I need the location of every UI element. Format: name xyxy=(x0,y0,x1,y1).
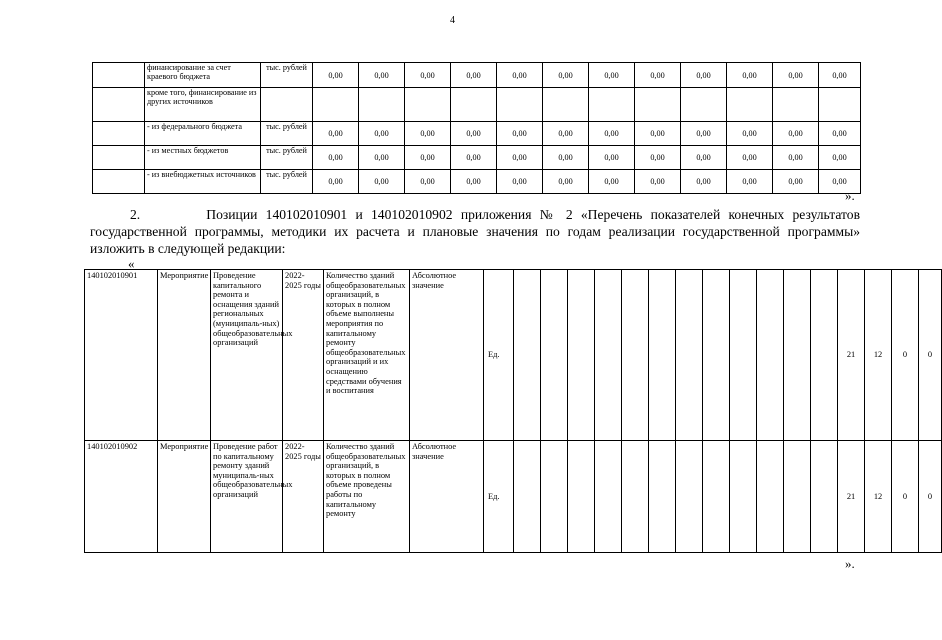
table-row xyxy=(93,88,861,122)
value-cell: 12 xyxy=(865,441,892,553)
value-cell xyxy=(514,441,541,553)
closing-quote: ». xyxy=(845,188,855,203)
value-cell: 0,00 xyxy=(313,146,359,170)
value-cell: 0 xyxy=(919,441,942,553)
value-cell: 0,00 xyxy=(727,63,773,88)
value-cell xyxy=(676,270,703,441)
value-cell: 0,00 xyxy=(359,63,405,88)
value-cell: 0,00 xyxy=(313,122,359,146)
value-cell: 0,00 xyxy=(497,63,543,88)
value-cell: 0,00 xyxy=(313,170,359,194)
value-cell: 0 xyxy=(892,441,919,553)
value-cell: 0,00 xyxy=(819,170,861,194)
value-cell: 0,00 xyxy=(681,170,727,194)
table-row xyxy=(93,63,861,88)
value-cell xyxy=(649,441,676,553)
value-cell xyxy=(514,270,541,441)
position-code: 140102010902 xyxy=(85,441,158,553)
financing-table xyxy=(92,62,861,194)
value-cell: 0,00 xyxy=(405,122,451,146)
blank-cell xyxy=(93,146,145,170)
value-cell: 0,00 xyxy=(635,170,681,194)
unit-cell: тыс. рублей xyxy=(261,122,313,146)
value-cell: 0,00 xyxy=(589,63,635,88)
value-cell: 0,00 xyxy=(451,122,497,146)
row-label: кроме того, финансирование из других источников xyxy=(145,88,261,122)
value-cell: 0,00 xyxy=(681,122,727,146)
opening-quote: « xyxy=(128,256,135,271)
value-cell xyxy=(543,88,589,122)
indicator-name: Количество зданий общеобразовательных организаций, в которых в полном объеме выполнены мероприятия по капитальному ремонту общеобразовательных организаций и их оснащению средствами обучения и воспитания xyxy=(324,270,410,441)
value-cell: 0,00 xyxy=(635,63,681,88)
value-cell xyxy=(359,88,405,122)
table-row xyxy=(93,170,861,194)
value-cell: 0,00 xyxy=(313,63,359,88)
value-cell: 0,00 xyxy=(819,146,861,170)
value-cell: 0,00 xyxy=(497,146,543,170)
value-cell xyxy=(730,441,757,553)
row-label: - из внебюджетных источников xyxy=(145,170,261,194)
row-label: финансирование за счет краевого бюджета xyxy=(145,63,261,88)
value-cell: 0,00 xyxy=(681,146,727,170)
value-cell: 0,00 xyxy=(451,63,497,88)
value-cell: 0,00 xyxy=(359,170,405,194)
value-cell xyxy=(622,441,649,553)
paragraph-text: Позиции 140102010901 и 140102010902 приложения № 2 «Перечень показателей конечных результатов государственной программы, методики их расчета и плановые значения по годам реализации государственной программы» изложить в следующей редакции: xyxy=(90,207,860,256)
value-cell: 0,00 xyxy=(543,122,589,146)
amendment-paragraph xyxy=(90,206,860,257)
value-cell: 12 xyxy=(865,270,892,441)
measure-type: Абсолютное значение xyxy=(410,270,484,441)
value-cell xyxy=(497,88,543,122)
value-cell xyxy=(784,270,811,441)
unit-cell: тыс. рублей xyxy=(261,170,313,194)
value-cell xyxy=(676,441,703,553)
value-cell xyxy=(773,88,819,122)
blank-cell xyxy=(93,88,145,122)
position-type: Мероприятие xyxy=(158,441,211,553)
value-cell: 0,00 xyxy=(589,170,635,194)
position-type: Мероприятие xyxy=(158,270,211,441)
period: 2022-2025 годы xyxy=(283,270,324,441)
value-cell: 0,00 xyxy=(727,170,773,194)
value-cell: 0,00 xyxy=(405,63,451,88)
value-cell xyxy=(730,270,757,441)
position-code: 140102010901 xyxy=(85,270,158,441)
unit-cell: тыс. рублей xyxy=(261,146,313,170)
event-name: Проведение капитального ремонта и оснащения зданий региональных (муниципаль-ных) общеобразовательных организаций xyxy=(211,270,283,441)
value-cell xyxy=(589,88,635,122)
row-label: - из местных бюджетов xyxy=(145,146,261,170)
value-cell: 0,00 xyxy=(543,170,589,194)
value-cell: 0,00 xyxy=(773,170,819,194)
value-cell xyxy=(313,88,359,122)
table-row xyxy=(93,122,861,146)
value-cell: 0 xyxy=(892,270,919,441)
value-cell: 0,00 xyxy=(773,122,819,146)
value-cell: 0 xyxy=(919,270,942,441)
value-cell xyxy=(568,270,595,441)
value-cell xyxy=(541,270,568,441)
value-cell: 0,00 xyxy=(727,146,773,170)
blank-cell xyxy=(93,170,145,194)
value-cell xyxy=(681,88,727,122)
value-cell: 0,00 xyxy=(589,122,635,146)
value-cell xyxy=(811,441,838,553)
value-cell xyxy=(757,441,784,553)
value-cell xyxy=(451,88,497,122)
measure-type: Абсолютное значение xyxy=(410,441,484,553)
value-cell xyxy=(757,270,784,441)
value-cell xyxy=(703,441,730,553)
value-cell: 0,00 xyxy=(451,170,497,194)
value-cell: 0,00 xyxy=(543,146,589,170)
value-cell: 0,00 xyxy=(405,170,451,194)
value-cell xyxy=(727,88,773,122)
value-cell: 0,00 xyxy=(497,122,543,146)
value-cell: 0,00 xyxy=(589,146,635,170)
period: 2022-2025 годы xyxy=(283,441,324,553)
table-row xyxy=(85,441,942,553)
value-cell: 0,00 xyxy=(681,63,727,88)
value-cell xyxy=(595,270,622,441)
value-cell: 0,00 xyxy=(819,122,861,146)
value-cell: 0,00 xyxy=(635,146,681,170)
value-cell xyxy=(568,441,595,553)
value-cell: 21 xyxy=(838,270,865,441)
value-cell: 0,00 xyxy=(727,122,773,146)
value-cell xyxy=(622,270,649,441)
value-cell: 21 xyxy=(838,441,865,553)
value-cell xyxy=(635,88,681,122)
value-cell xyxy=(541,441,568,553)
value-cell xyxy=(405,88,451,122)
value-cell xyxy=(703,270,730,441)
paragraph-number: 2. xyxy=(130,207,141,222)
value-cell: 0,00 xyxy=(773,63,819,88)
value-cell: 0,00 xyxy=(819,63,861,88)
unit-cell xyxy=(261,88,313,122)
unit-cell: тыс. рублей xyxy=(261,63,313,88)
value-cell: 0,00 xyxy=(543,63,589,88)
value-cell xyxy=(811,270,838,441)
value-cell xyxy=(819,88,861,122)
indicators-table xyxy=(84,269,942,553)
closing-quote-2: ». xyxy=(845,556,855,571)
indicator-name: Количество зданий общеобразовательных организаций, в которых в полном объеме проведены работы по капитальному ремонту xyxy=(324,441,410,553)
value-cell: 0,00 xyxy=(405,146,451,170)
row-label: - из федерального бюджета xyxy=(145,122,261,146)
blank-cell xyxy=(93,122,145,146)
table-row xyxy=(93,146,861,170)
value-cell xyxy=(649,270,676,441)
value-cell: 0,00 xyxy=(359,122,405,146)
value-cell: 0,00 xyxy=(451,146,497,170)
measure-unit: Ед. xyxy=(484,270,514,441)
table-row xyxy=(85,270,942,441)
value-cell xyxy=(784,441,811,553)
value-cell: 0,00 xyxy=(773,146,819,170)
value-cell: 0,00 xyxy=(359,146,405,170)
event-name: Проведение работ по капитальному ремонту зданий муниципаль-ных общеобразовательных организаций xyxy=(211,441,283,553)
value-cell: 0,00 xyxy=(497,170,543,194)
page-number: 4 xyxy=(450,15,455,26)
value-cell xyxy=(595,441,622,553)
value-cell: 0,00 xyxy=(635,122,681,146)
blank-cell xyxy=(93,63,145,88)
measure-unit: Ед. xyxy=(484,441,514,553)
